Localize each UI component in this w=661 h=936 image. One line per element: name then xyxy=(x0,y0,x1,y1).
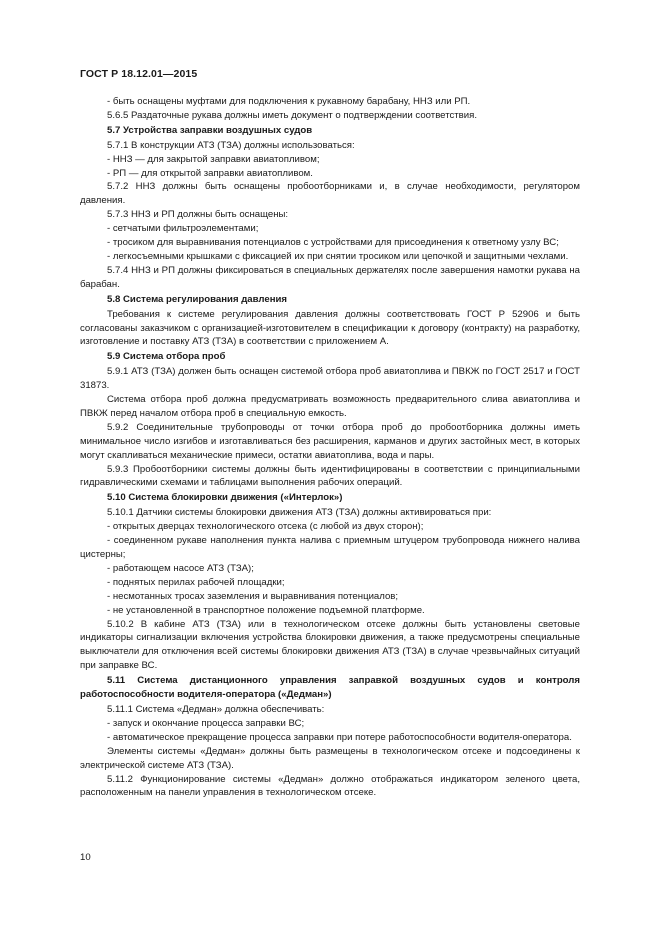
paragraph: Элементы системы «Дедман» должны быть размещены в технологическом отсеке и подсоединены к электрической системе АТЗ (ТЗА). xyxy=(80,745,580,771)
list-item: - ННЗ — для закрытой заправки авиатопливом; xyxy=(107,153,320,165)
paragraph: Система отбора проб должна предусматривать возможность предварительного слива авиатоплива и ПВКЖ перед началом отбора проб в специальную емкость. xyxy=(80,394,580,419)
paragraph: 5.10.2 В кабине АТЗ (ТЗА) или в технологическом отсеке должны быть установлены световые индикаторы сигнализации включения устройства блокировки движения, а также предусмотрены специальные выключатели для отключения всей системы блокировки движения АТЗ (ТЗА) в случае чрезвычайных ситуаций при заправке ВС. xyxy=(80,618,580,672)
list-item: - автоматическое прекращение процесса заправки при потере работоспособности водителя-оператора. xyxy=(107,731,572,743)
list-item: - тросиком для выравнивания потенциалов с устройствами для присоединения к ответному узлу ВС; xyxy=(107,237,559,249)
section-heading: 5.8 Система регулирования давления xyxy=(107,293,288,305)
list-item: - несмотанных тросах заземления и выравнивания потенциалов; xyxy=(107,590,399,602)
list-item: - не установленной в транспортное положение подъемной платформе. xyxy=(107,604,425,616)
paragraph: 5.9.1 АТЗ (ТЗА) должен быть оснащен системой отбора проб авиатоплива и ПВКЖ по ГОСТ 2517 и ГОСТ 31873. xyxy=(80,366,580,392)
paragraph: 5.10.1 Датчики системы блокировки движения АТЗ (ТЗА) должны активироваться при: xyxy=(107,507,492,519)
paragraph: 5.11.2 Функционирование системы «Дедман» должно отображаться индикатором зеленого цвета, расположенным на панели управления в технологическом отсеке. xyxy=(80,773,580,799)
list-item: - работающем насосе АТЗ (ТЗА); xyxy=(107,562,254,574)
document-header: ГОСТ Р 18.12.01—2015 xyxy=(80,68,198,80)
paragraph: 5.9.2 Соединительные трубопроводы от точки отбора проб до пробоотборника должны иметь минимальное число изгибов и изготавливаться без расширения, карманов и других застойных мест, в которых могут скапливаться механические примеси, остатки авиатоплива, вода и пары. xyxy=(80,421,580,461)
paragraph: - быть оснащены муфтами для подключения к рукавному барабану, ННЗ или РП. xyxy=(107,96,471,107)
paragraph: 5.7.3 ННЗ и РП должны быть оснащены: xyxy=(107,209,289,221)
list-item: - поднятых перилах рабочей площадки; xyxy=(107,576,285,588)
section-heading: 5.7 Устройства заправки воздушных судов xyxy=(107,124,313,136)
list-item: - запуск и окончание процесса заправки ВС; xyxy=(107,717,305,729)
list-item: - открытых дверцах технологического отсека (с любой из двух сторон); xyxy=(107,521,424,533)
page-number: 10 xyxy=(80,852,91,863)
section-heading: 5.10 Система блокировки движения («Интерлок») xyxy=(107,492,343,504)
section-heading: 5.11 Система дистанционного управления заправкой воздушных судов и контроля работоспособности водителя-оператора («Дедман») xyxy=(80,675,580,701)
paragraph: 5.7.2 ННЗ должны быть оснащены пробоотборниками и, в случае необходимости, регулятором давления. xyxy=(80,181,580,207)
paragraph: 5.7.1 В конструкции АТЗ (ТЗА) должны использоваться: xyxy=(107,139,355,151)
list-item: - легкосъемными крышками с фиксацией их при снятии тросиком или цепочкой и защитными чехлами. xyxy=(107,250,569,262)
section-heading: 5.9 Система отбора проб xyxy=(107,351,226,363)
paragraph: Требования к системе регулирования давления должны соответствовать ГОСТ Р 52906 и быть согласованы заказчиком с организацией-изготовителем в спецификации к договору (контракту) на разработку, изготовление и поставку АТЗ (ТЗА) в соответствии с приложением А. xyxy=(80,308,580,348)
paragraph: 5.7.4 ННЗ и РП должны фиксироваться в специальных держателях после завершения намотки рукава на барабан. xyxy=(80,264,580,290)
paragraph: 5.9.3 Пробоотборники системы должны быть идентифицированы в соответствии с принципиальными гидравлическими схемами и таблицами выполнения рабочих операций. xyxy=(80,463,580,489)
list-item: - соединенном рукаве наполнения пункта налива с приемным штуцером трубопровода нижнего налива цистерны; xyxy=(80,535,580,560)
list-item: - РП — для открытой заправки авиатопливом. xyxy=(107,167,313,179)
list-item: - сетчатыми фильтроэлементами; xyxy=(107,223,259,235)
paragraph: 5.11.1 Система «Дедман» должна обеспечивать: xyxy=(107,703,325,715)
document-body xyxy=(80,95,580,800)
paragraph: 5.6.5 Раздаточные рукава должны иметь документ о подтверждении соответствия. xyxy=(107,109,477,121)
